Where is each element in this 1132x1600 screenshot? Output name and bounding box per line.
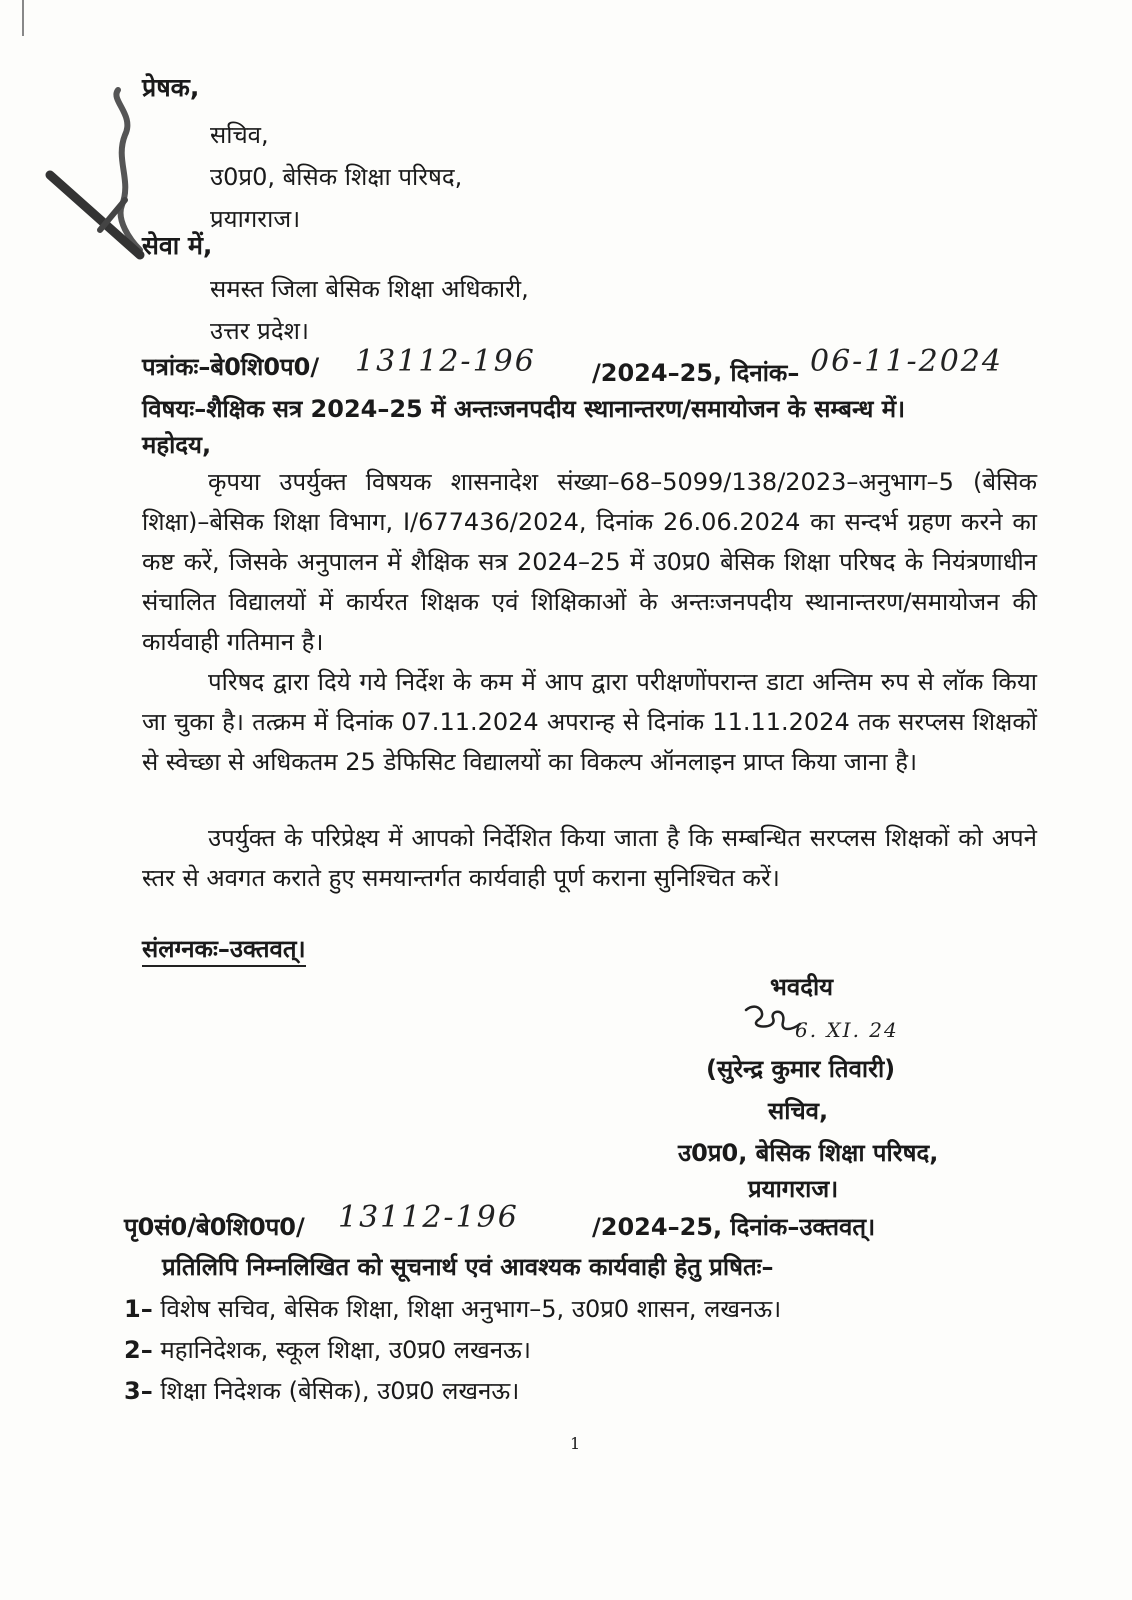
sender-line-1: सचिव, — [210, 121, 269, 149]
body-paragraph-1-text: कृपया उपर्युक्त विषयक शासनादेश संख्या–68–5099/138/2023–अनुभाग–5 (बेसिक शिक्षा)–बेसिक शिक्षा विभाग, I/677436/2024, दिनांक 26.06.2024 का सन्दर्भ ग्रहण करने का कष्ट करें, जिसके अनुपालन में शैक्षिक सत्र 2024–25 में उ0प्र0 बेसिक शिक्षा परिषद के नियंत्रणाधीन संचालित विद्यालयों में कार्यरत शिक्षक एवं शिक्षिकाओं के अन्तःजनपदीय स्थानान्तरण/समायोजन की कार्यवाही गतिमान है। — [142, 468, 1037, 656]
copy-item-text: विशेष सचिव, बेसिक शिक्षा, शिक्षा अनुभाग–5, उ0प्र0 शासन, लखनऊ। — [160, 1295, 782, 1323]
page-number: 1 — [570, 1434, 581, 1453]
body-paragraph-2 — [142, 662, 1037, 782]
ref-handwritten-number: 13112-196 — [355, 344, 536, 379]
copy-item-number: 1– — [124, 1295, 153, 1323]
enclosure-note — [142, 932, 306, 965]
ref-handwritten-date: 06-11-2024 — [810, 344, 1003, 379]
copy-item-number: 2– — [124, 1336, 153, 1364]
copy-ref-handwritten-number: 13112-196 — [338, 1200, 519, 1235]
sender-label: प्रेषक, — [142, 73, 200, 102]
subject-line: विषयः–शैक्षिक सत्र 2024–25 में अन्तःजनपदीय स्थानान्तरण/समायोजन के सम्बन्ध में। — [142, 395, 906, 423]
body-paragraph-2-text: परिषद द्वारा दिये गये निर्देश के कम में आप द्वारा परीक्षणोंपरान्त डाटा अन्तिम रुप से लॉक किया जा चुका है। तत्क्रम में दिनांक 07.11.2024 अपरान्ह से दिनांक 11.11.2024 तक सरप्लस शिक्षकों से स्वेच्छा से अधिकतम 25 डेफिसिट विद्यालयों का विकल्प ऑनलाइन प्राप्त किया जाना है। — [142, 668, 1037, 776]
closing: भवदीय — [770, 973, 834, 1001]
signatory-designation: सचिव, — [768, 1097, 829, 1125]
sender-line-3: प्रयागराज। — [210, 205, 301, 233]
ref-prefix: पत्रांकः–बे0शि0प0/ — [142, 353, 320, 381]
salutation: महोदय, — [142, 431, 212, 459]
recipient-label: सेवा में, — [142, 231, 213, 260]
recipient-line-1: समस्त जिला बेसिक शिक्षा अधिकारी, — [210, 275, 529, 303]
copy-list-item — [124, 1374, 519, 1407]
signatory-city: प्रयागराज। — [748, 1175, 839, 1203]
enclosure-text: संलग्नकः–उक्तवत्। — [142, 935, 306, 967]
copy-ref-prefix: पृ0सं0/बे0शि0प0/ — [124, 1213, 305, 1241]
signature-date: 6. XI. 24 — [795, 1018, 899, 1042]
body-paragraph-3 — [142, 818, 1037, 898]
signatory-name: (सुरेन्द्र कुमार तिवारी) — [706, 1055, 896, 1083]
copy-ref-suffix: /2024–25, दिनांक–उक्तवत्। — [592, 1213, 876, 1241]
copy-item-text: शिक्षा निदेशक (बेसिक), उ0प्र0 लखनऊ। — [160, 1377, 520, 1405]
copy-heading: प्रतिलिपि निम्नलिखित को सूचनार्थ एवं आवश्यक कार्यवाही हेतु प्रषितः– — [162, 1253, 774, 1281]
signatory-office: उ0प्र0, बेसिक शिक्षा परिषद, — [678, 1139, 939, 1167]
ref-suffix: /2024–25, दिनांक– — [592, 359, 800, 387]
body-paragraph-1 — [142, 462, 1037, 662]
copy-item-number: 3– — [124, 1377, 153, 1405]
copy-list-item — [124, 1292, 781, 1325]
margin-mark — [22, 0, 24, 36]
copy-item-text: महानिदेशक, स्कूल शिक्षा, उ0प्र0 लखनऊ। — [160, 1336, 531, 1364]
copy-list-item — [124, 1333, 531, 1366]
recipient-line-2: उत्तर प्रदेश। — [210, 317, 309, 345]
sender-line-2: उ0प्र0, बेसिक शिक्षा परिषद, — [210, 163, 463, 191]
body-paragraph-3-text: उपर्युक्त के परिप्रेक्ष्य में आपको निर्देशित किया जाता है कि सम्बन्धित सरप्लस शिक्षकों को अपने स्तर से अवगत कराते हुए समयान्तर्गत कार्यवाही पूर्ण कराना सुनिश्चित करें। — [142, 824, 1037, 892]
